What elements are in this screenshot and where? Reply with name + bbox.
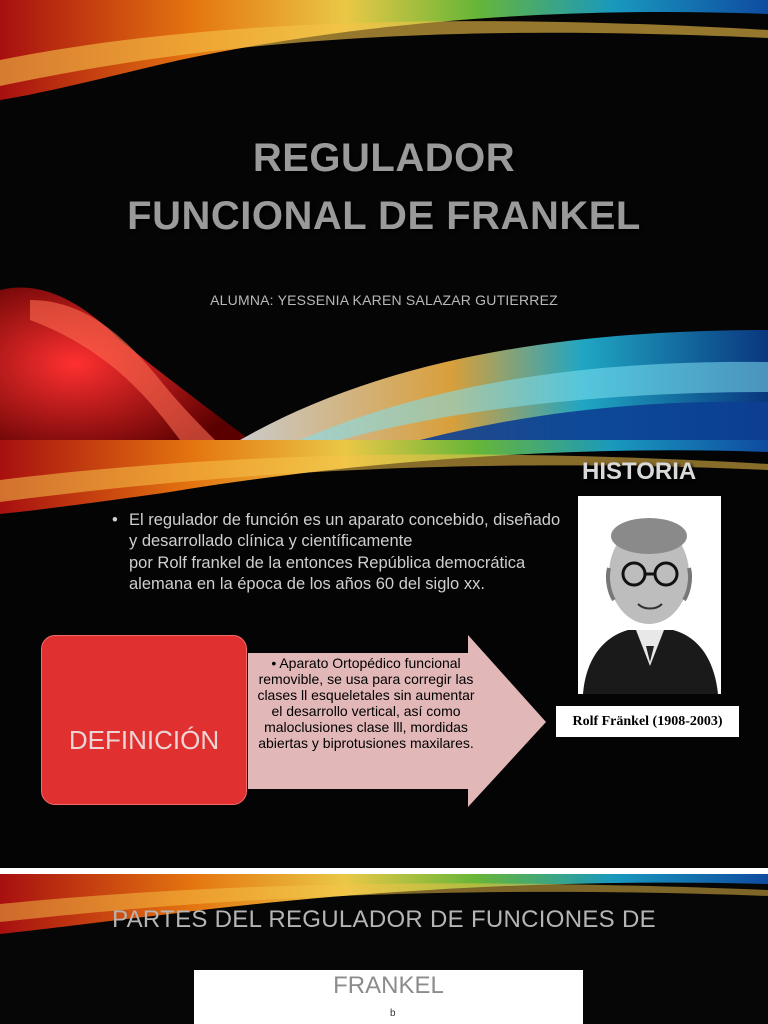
definition-text: • Aparato Ortopédico funcional removible, se usa para corregir las clases ll esqueletales sin aumentar el desarrollo vertical, así como maloclusiones clase lll, mordidas abiertas y biprotusiones maxilares.: [257, 655, 475, 751]
slide-title: PARTES DEL REGULADOR DE FUNCIONES DE: [112, 906, 656, 933]
student-name: ALUMNA: YESSENIA KAREN SALAZAR GUTIERREZ: [210, 292, 558, 308]
definition-box: [41, 635, 247, 805]
portrait-illustration: [578, 496, 721, 694]
history-paragraph: [112, 510, 562, 552]
title-slide: [0, 0, 768, 440]
figure-label: b: [390, 1008, 396, 1019]
portrait-photo: [578, 496, 721, 694]
partes-slide: [0, 874, 768, 1024]
section-heading: HISTORIA: [582, 458, 697, 485]
bullet-icon: •: [112, 511, 118, 529]
photo-caption: Rolf Fränkel (1908-2003): [556, 706, 739, 737]
slide-title-line2: FUNCIONAL DE FRANKEL: [127, 194, 641, 238]
historia-slide: [0, 440, 768, 868]
figure-title: FRANKEL: [333, 972, 444, 999]
slide-title-line1: REGULADOR: [252, 136, 516, 180]
definition-label: DEFINICIÓN: [68, 725, 220, 755]
history-text-continued: por Rolf frankel de la entonces República democrática alemana en la época de los años 60 del siglo xx.: [129, 554, 526, 593]
history-text: El regulador de función es un aparato concebido, diseñado y desarrollado clínica y científicamente: [129, 511, 561, 550]
